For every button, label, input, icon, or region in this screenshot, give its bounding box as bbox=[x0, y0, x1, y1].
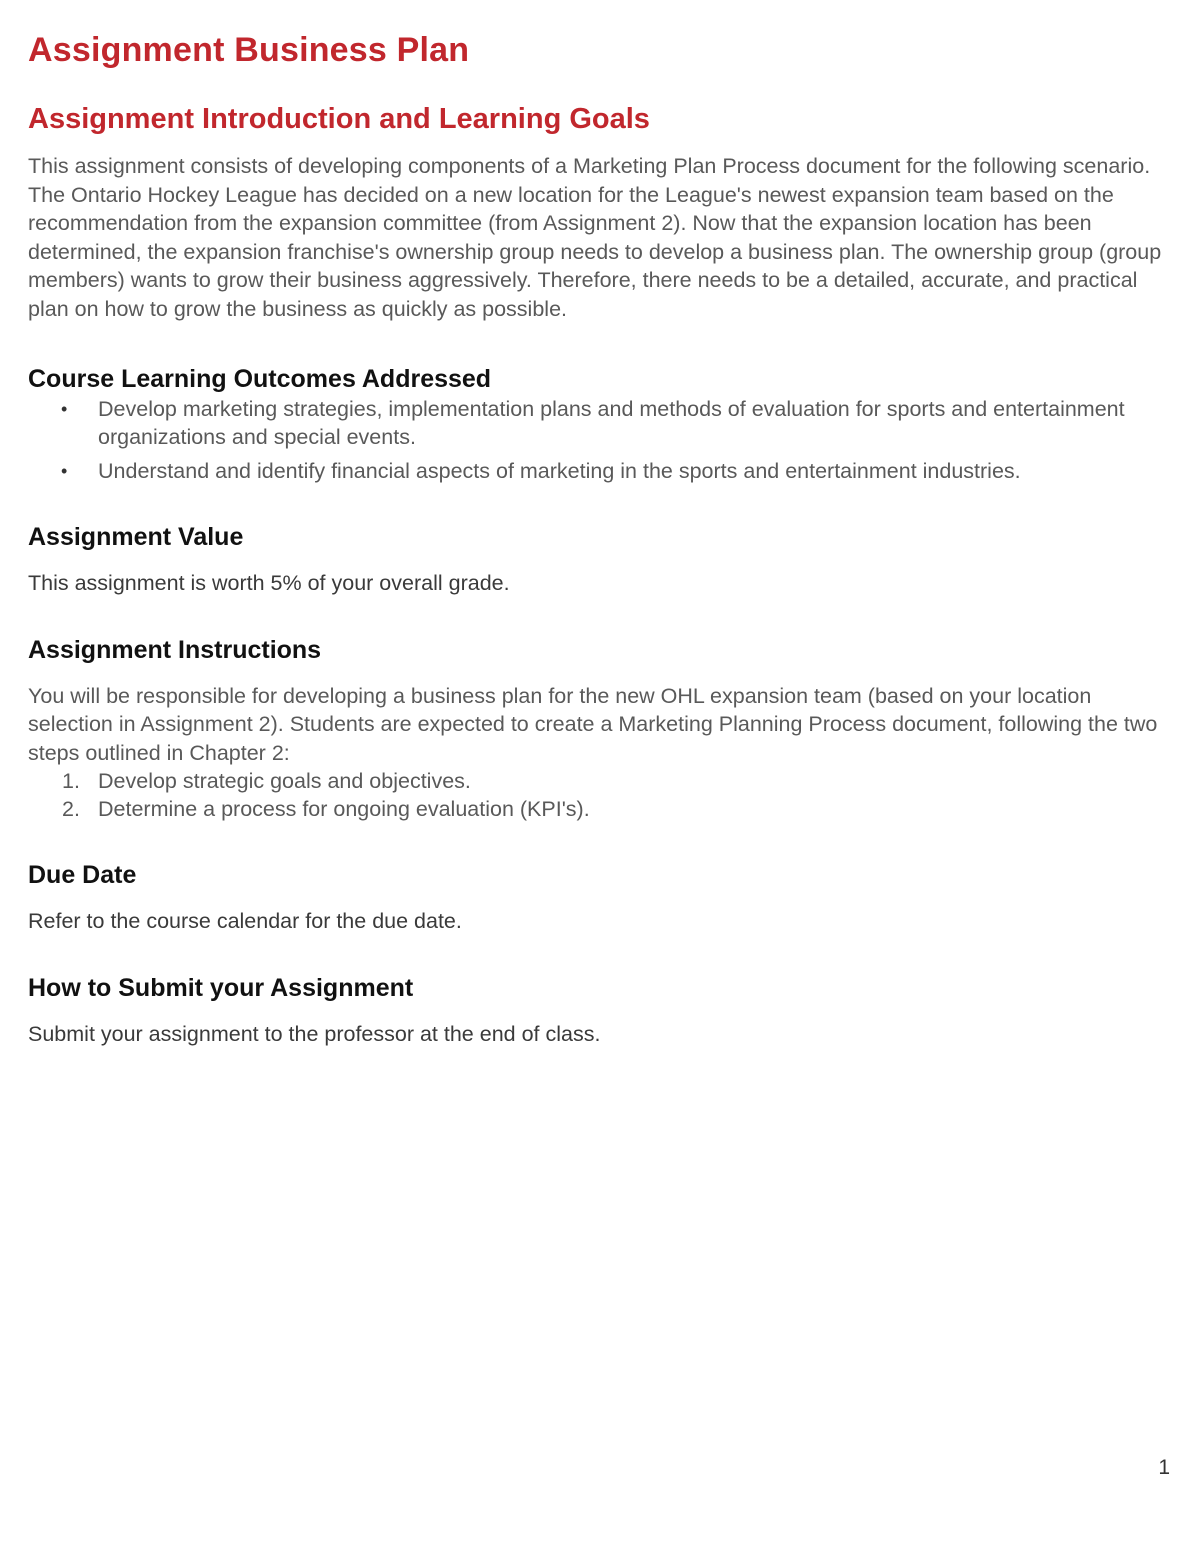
step-item bbox=[28, 767, 1168, 795]
step-text: Determine a process for ongoing evaluation (KPI's). bbox=[98, 797, 590, 821]
document-content bbox=[28, 28, 1168, 1048]
outcomes-heading: Course Learning Outcomes Addressed bbox=[28, 365, 492, 393]
bullet-icon: • bbox=[61, 399, 68, 419]
submit-text: Submit your assignment to the professor at the end of class. bbox=[28, 1021, 601, 1046]
outcome-text: Develop marketing strategies, implementation plans and methods of evaluation for sports and entertainment organizations and special events. bbox=[98, 397, 1125, 449]
instructions-text: You will be responsible for developing a business plan for the new OHL expansion team (based on your location selection in Assignment 2). Students are expected to create a Marketing Planning Process document, following the two steps outlined in Chapter 2: bbox=[28, 683, 1158, 765]
page-number: 1 bbox=[1158, 1456, 1170, 1479]
due-date-text: Refer to the course calendar for the due date. bbox=[28, 909, 462, 933]
step-number: 1. bbox=[62, 769, 80, 793]
instructions-steps bbox=[28, 767, 1168, 823]
instructions-heading: Assignment Instructions bbox=[28, 635, 322, 664]
outcome-item bbox=[28, 395, 1168, 451]
outcomes-list bbox=[28, 395, 1168, 485]
intro-paragraph: This assignment consists of developing components of a Marketing Plan Process document for the following scenario. The Ontario Hockey League has decided on a new location for the League's newest expansion team based on the recommendation from the expansion committee (from Assignment 2). Now that the expansion location has been determined, the expansion franchise's ownership group needs to develop a business plan. The ownership group (group members) wants to grow their business aggressively. Therefore, there needs to be a detailed, accurate, and practical plan on how to grow the business as quickly as possible. bbox=[28, 154, 1162, 321]
step-text: Develop strategic goals and objectives. bbox=[98, 769, 471, 793]
document-title: Assignment Business Plan bbox=[28, 31, 470, 69]
step-item bbox=[28, 795, 1168, 823]
intro-heading: Assignment Introduction and Learning Goals bbox=[28, 103, 650, 135]
value-text: This assignment is worth 5% of your overall grade. bbox=[28, 571, 510, 595]
submit-heading: How to Submit your Assignment bbox=[28, 973, 414, 1002]
bullet-icon: • bbox=[61, 461, 68, 481]
due-date-heading: Due Date bbox=[28, 861, 137, 889]
value-heading: Assignment Value bbox=[28, 523, 244, 551]
outcome-text: Understand and identify financial aspects of marketing in the sports and entertainment industries. bbox=[98, 459, 1021, 483]
step-number: 2. bbox=[62, 797, 80, 821]
outcome-item bbox=[28, 457, 1168, 485]
